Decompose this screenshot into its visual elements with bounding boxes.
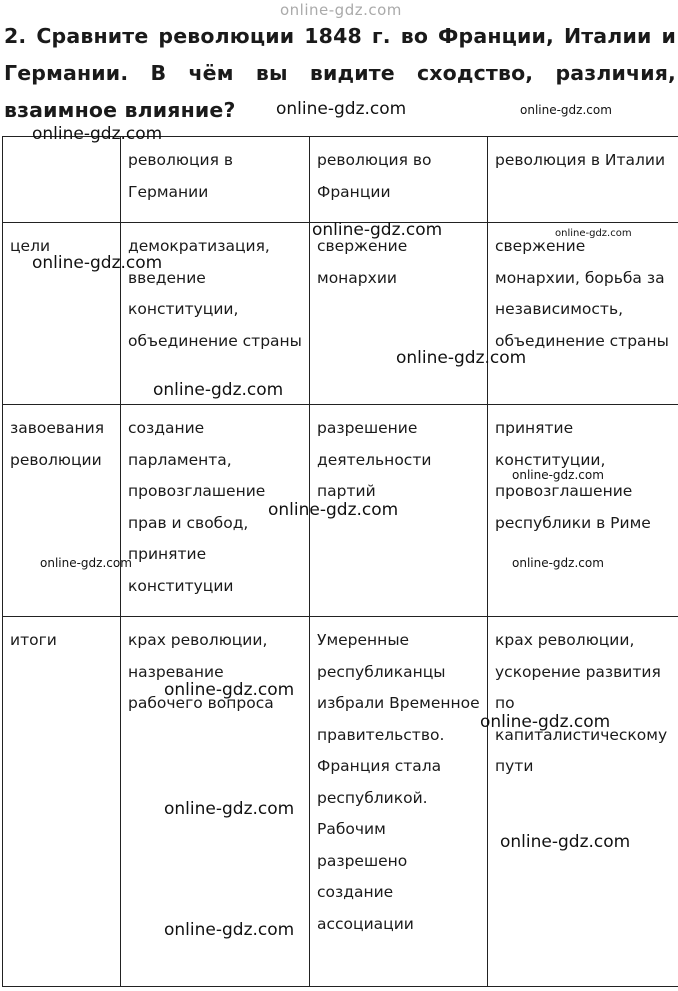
cell-achievements-germany: создание парламента, провозглашение прав и свобод, принятие конституции <box>121 405 310 617</box>
cell-achievements-italy: принятие конституции, провозглашение республики в Риме <box>488 405 678 617</box>
comparison-table <box>2 136 678 987</box>
row-label-goals: цели <box>3 223 121 405</box>
watermark: online-gdz.com <box>480 712 611 732</box>
watermark: online-gdz.com <box>268 500 399 520</box>
header-cell-empty <box>3 137 121 223</box>
table-header-row <box>3 137 678 223</box>
cell-goals-france: свержение монархии <box>310 223 488 405</box>
header-cell-france: революция во Франции <box>310 137 488 223</box>
table-row <box>3 617 678 987</box>
header-cell-italy: революция в Италии <box>488 137 678 223</box>
header-cell-germany: революция в Германии <box>121 137 310 223</box>
row-label-results: итоги <box>3 617 121 987</box>
watermark: online-gdz.com <box>164 680 295 700</box>
watermark: online-gdz.com <box>40 556 132 570</box>
watermark: online-gdz.com <box>280 1 402 19</box>
watermark: online-gdz.com <box>32 253 163 273</box>
watermark: online-gdz.com <box>276 99 407 119</box>
watermark: online-gdz.com <box>312 220 443 240</box>
watermark: online-gdz.com <box>164 799 295 819</box>
cell-results-france: Умеренные республиканцы избрали Временное правительство. Франция стала республикой. Рабочим разрешено создание ассоциации <box>310 617 488 987</box>
table-row <box>3 405 678 617</box>
watermark: online-gdz.com <box>512 468 604 482</box>
row-label-achievements: завоевания революции <box>3 405 121 617</box>
watermark: online-gdz.com <box>512 556 604 570</box>
watermark: online-gdz.com <box>396 348 527 368</box>
cell-results-germany: крах революции, назревание рабочего вопроса <box>121 617 310 987</box>
cell-results-italy: крах революции, ускорение развития по капиталистическому пути <box>488 617 678 987</box>
cell-achievements-france: разрешение деятельности партий <box>310 405 488 617</box>
watermark: online-gdz.com <box>153 380 284 400</box>
watermark: online-gdz.com <box>164 920 295 940</box>
watermark: online-gdz.com <box>500 832 631 852</box>
watermark: online-gdz.com <box>520 103 612 117</box>
cell-goals-germany: демократизация, введение конституции, объединение страны <box>121 223 310 405</box>
cell-goals-italy: свержение монархии, борьба за независимость, объединение страны <box>488 223 678 405</box>
watermark: online-gdz.com <box>32 124 163 144</box>
watermark: online-gdz.com <box>555 228 632 239</box>
table-row <box>3 223 678 405</box>
question-text: 2. Сравните революции 1848 г. во Франции, Италии и Германии. В чём вы видите сходство, различия, взаимное влияние? <box>4 24 676 122</box>
